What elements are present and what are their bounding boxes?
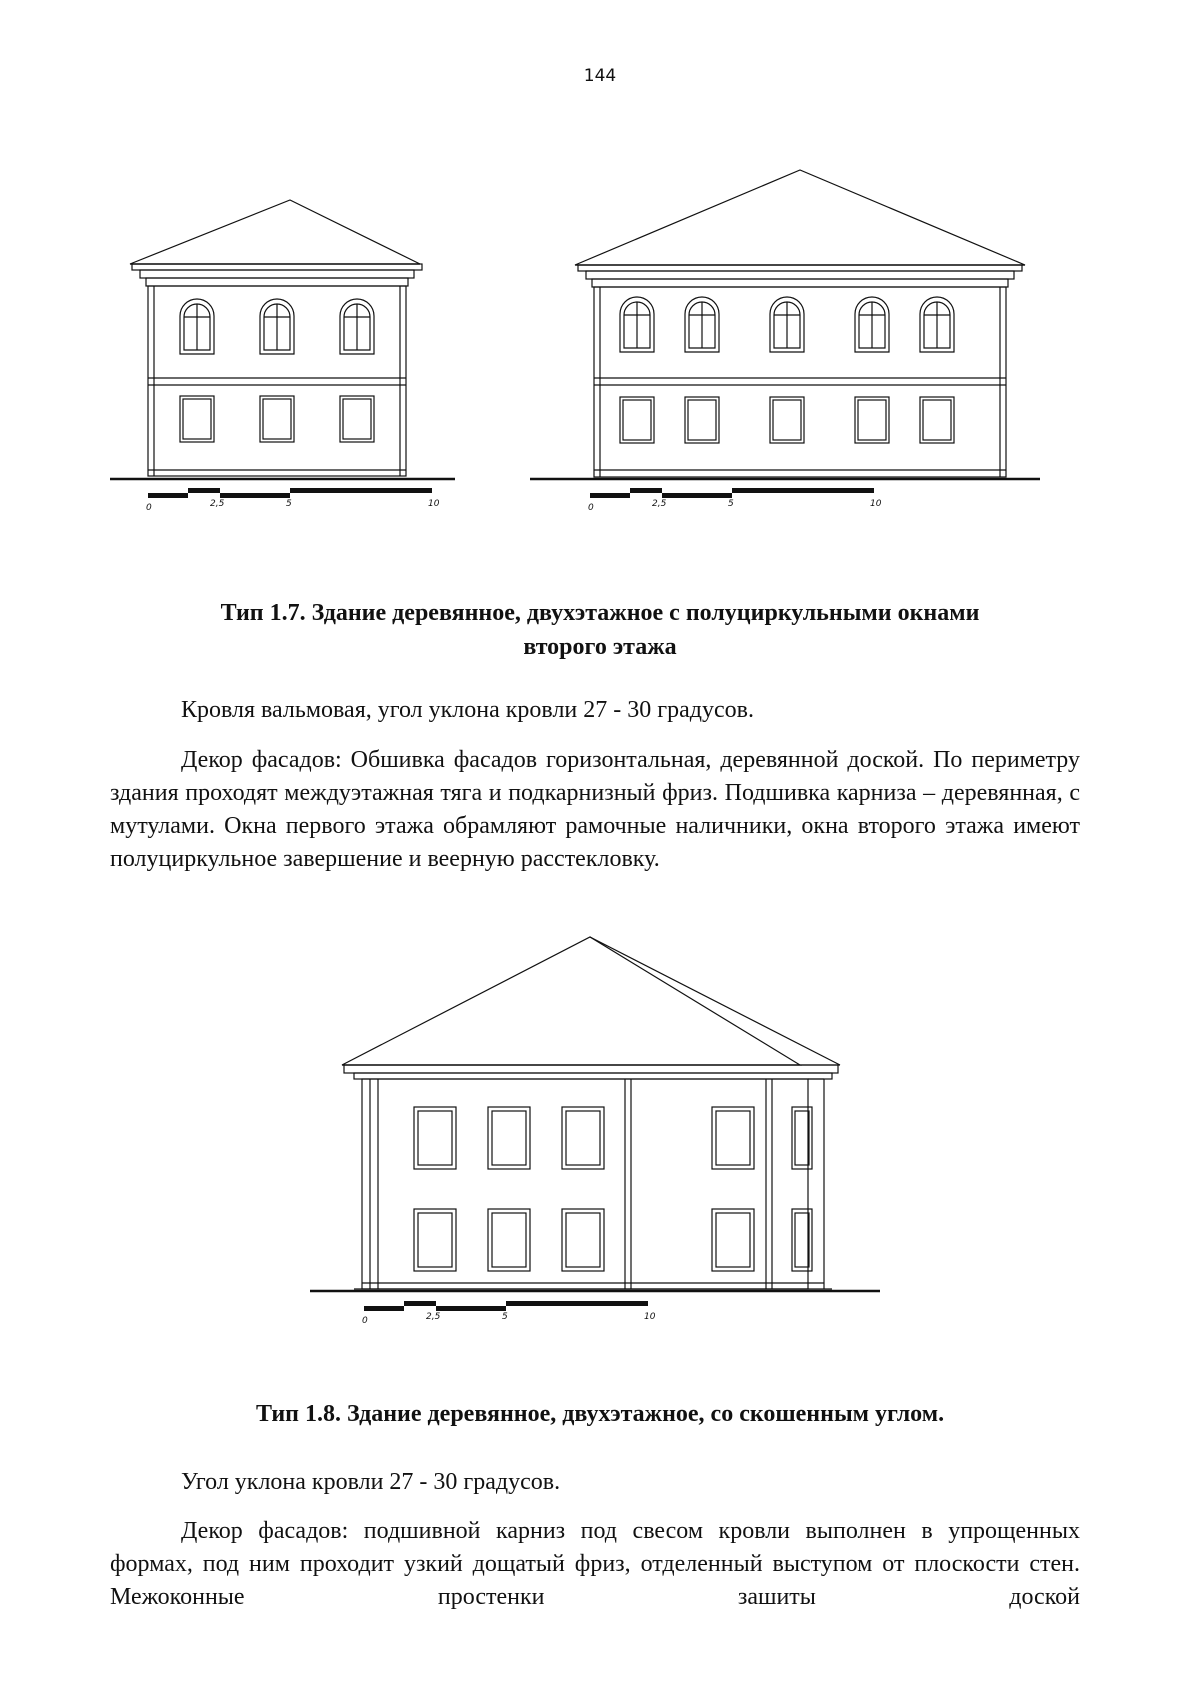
scale-label-2-5: 2,5 [210, 499, 225, 509]
arched-window [180, 299, 214, 354]
scale-label-0: 0 [362, 1316, 368, 1326]
arched-window [685, 297, 719, 352]
facade-drawing-chamfered-corner [310, 925, 890, 1365]
section-2-caption: Тип 1.8. Здание деревянное, двухэтажное, со скошенным углом. [255, 1401, 945, 1427]
scale-label-0: 0 [146, 503, 152, 513]
scale-label-10: 10 [870, 499, 882, 509]
arched-window [260, 299, 294, 354]
scale-label-0: 0 [588, 503, 594, 513]
scale-label-5: 5 [728, 499, 734, 509]
section-2-paragraph-1: Угол уклона кровли 27 - 30 градусов. [181, 1469, 561, 1495]
arched-window [340, 299, 374, 354]
scale-label-2-5: 2,5 [426, 1312, 441, 1322]
caption-line-1: Тип 1.7. Здание деревянное, двухэтажное с полуциркульными окнами [220, 600, 980, 626]
page-number: 144 [583, 66, 617, 86]
facade-drawing-three-bay [110, 180, 470, 560]
facade-drawing-five-bay [530, 150, 1050, 560]
arched-window [620, 297, 654, 352]
section-1-paragraph-1: Кровля вальмовая, угол уклона кровли 27 - 30 градусов. [181, 697, 754, 723]
section-1-paragraph-2: Декор фасадов: Обшивка фасадов горизонтальная, деревянной доской. По периметру здания проходят междуэтажная тяга и подкарнизный фриз. Подшивка карниза – деревянная, с мутулами. Окна первого этажа обрамляют рамочные наличники, окна второго этажа имеют полуциркульное завершение и веерную расстекловку. [110, 747, 1080, 872]
scale-label-10: 10 [428, 499, 440, 509]
caption-line-2: второго этажа [523, 634, 677, 660]
arched-window [855, 297, 889, 352]
arched-window [770, 297, 804, 352]
arched-window [920, 297, 954, 352]
scale-label-5: 5 [502, 1312, 508, 1322]
section-1-caption [110, 596, 1090, 664]
scale-label-10: 10 [644, 1312, 656, 1322]
scale-label-5: 5 [286, 499, 292, 509]
scale-label-2-5: 2,5 [652, 499, 667, 509]
section-2-paragraph-2: Декор фасадов: подшивной карниз под свесом кровли выполнен в упрощенных формах, под ним проходит узкий дощатый фриз, отделенный выступом от плоскости стен. Межоконные простенки зашиты доской [110, 1518, 1080, 1610]
